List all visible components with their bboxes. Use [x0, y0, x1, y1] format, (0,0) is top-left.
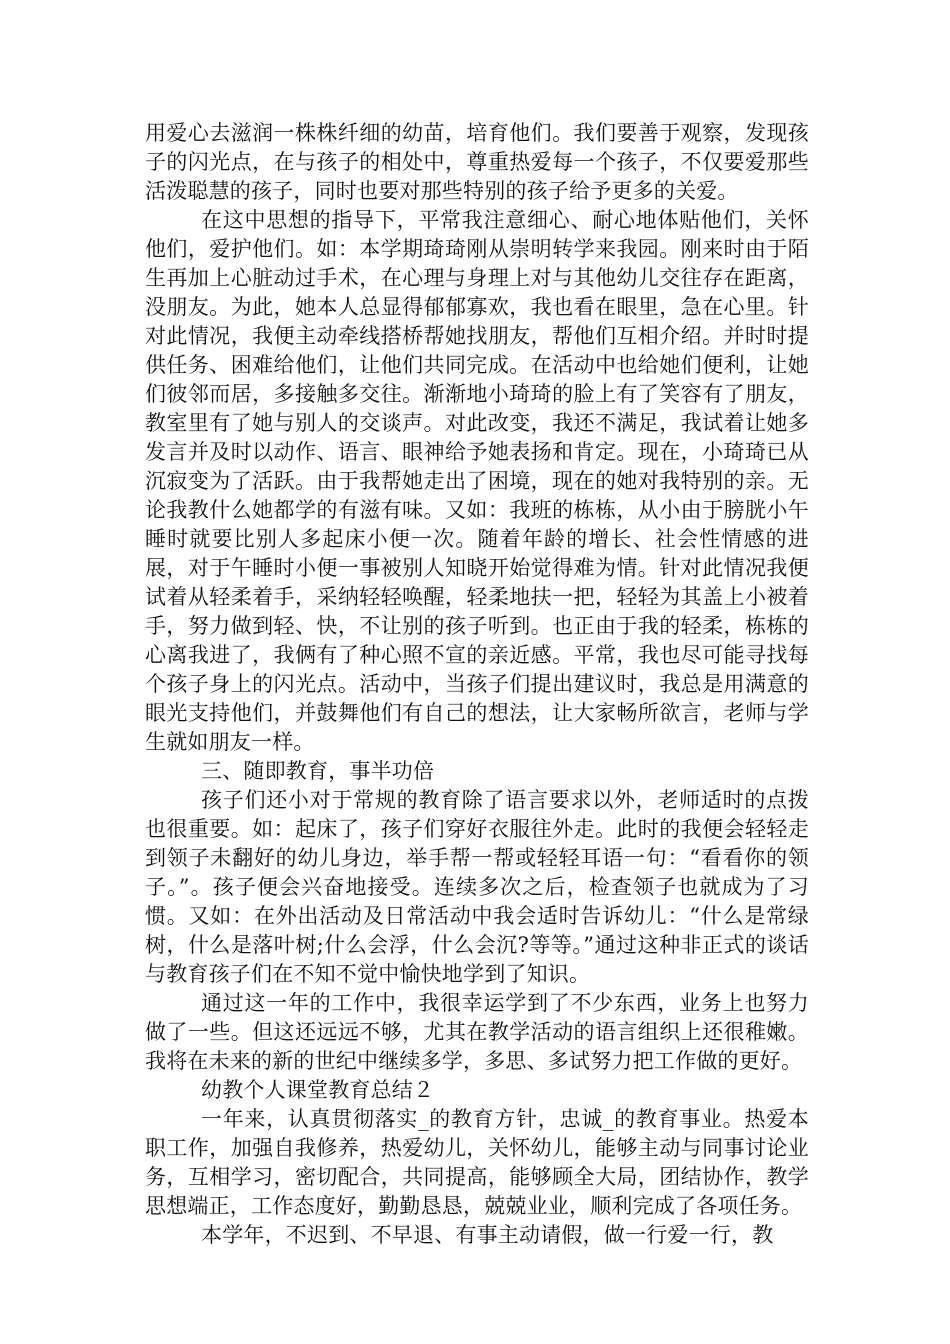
paragraph-5: 一年来，认真贯彻落实_的教育方针，忠诚_的教育事业。热爱本职工作，加强自我修养，热爱幼儿，关怀幼儿，能够主动与同事讨论业务，互相学习，密切配合，共同提高，能够顾全大局，团结协作，教学思想端正，工作态度好，勤勤恳恳，兢兢业业，顺利完成了各项任务。 [145, 1107, 809, 1218]
paragraph-2: 在这中思想的指导下，平常我注意细心、耐心地体贴他们，关怀他们，爱护他们。如：本学期琦琦刚从崇明转学来我园。刚来时由于陌生再加上心脏动过手术，在心理与身理上对与其他幼儿交往存在距离，没朋友。为此，她本人总显得郁郁寡欢，我也看在眼里，急在心里。针对此情况，我便主动牵线搭桥帮她找朋友，帮他们互相介绍。并时时提供任务、困难给他们，让他们共同完成。在活动中也给她们便利，让她们彼邻而居，多接触多交往。渐渐地小琦琦的脸上有了笑容有了朋友，教室里有了她与别人的交谈声。对此改变，我还不满足，我试着让她多发言并及时以动作、语言、眼神给予她表扬和肯定。现在，小琦琦已从沉寂变为了活跃。由于我帮她走出了困境，现在的她对我特别的亲。无论我教什么她都学的有滋有味。又如：我班的栋栋，从小由于膀胱小午睡时就要比别人多起床小便一次。随着年龄的增长、社会性情感的进展，对于午睡时小便一事被别人知晓开始觉得难为情。针对此情况我便试着从轻柔着手，采纳轻轻唤醒，轻柔地扶一把，轻轻为其盖上小被着手，努力做到轻、快，不让别的孩子听到。也正由于我的轻柔，栋栋的心离我进了，我俩有了种心照不宣的亲近感。平常，我也尽可能寻找每个孩子身上的闪光点。活动中，当孩子们提出建议时，我总是用满意的眼光支持他们，并鼓舞他们有自己的想法，让大家畅所欲言，老师与学生就如朋友一样。 [145, 208, 809, 754]
paragraph-4: 通过这一年的工作中，我很幸运学到了不少东西，业务上也努力做了一些。但这还远远不够，尤其在教学活动的语言组织上还很稚嫩。我将在未来的新的世纪中继续多学，多思、多试努力把工作做的更好。 [145, 991, 809, 1073]
document-body [145, 119, 809, 1250]
paragraph-6: 本学年，不迟到、不早退、有事主动请假，做一行爱一行，教 [201, 1223, 774, 1247]
paragraph-3: 孩子们还小对于常规的教育除了语言要求以外，老师适时的点拨也很重要。如：起床了，孩子们穿好衣服往外走。此时的我便会轻轻走到领子未翻好的幼儿身边，举手帮一帮或轻轻耳语一句：“看看你的领子。”。孩子便会兴奋地接受。连续多次之后，检查领子也就成为了习惯。又如：在外出活动及日常活动中我会适时告诉幼儿：“什么是常绿树，什么是落叶树;什么会浮，什么会沉?等等。”通过这种非正式的谈话与教育孩子们在不知不觉中愉快地学到了知识。 [145, 788, 809, 986]
section-title-summary-2: 幼教个人课堂教育总结２ [201, 1078, 435, 1102]
paragraph-1: 用爱心去滋润一株株纤细的幼苗，培育他们。我们要善于观察，发现孩子的闪光点，在与孩子的相处中，尊重热爱每一个孩子，不仅要爱那些活泼聪慧的孩子，同时也要对那些特别的孩子给予更多的关爱。 [145, 121, 809, 203]
section-heading-3: 三、随即教育，事半功倍 [201, 759, 435, 783]
